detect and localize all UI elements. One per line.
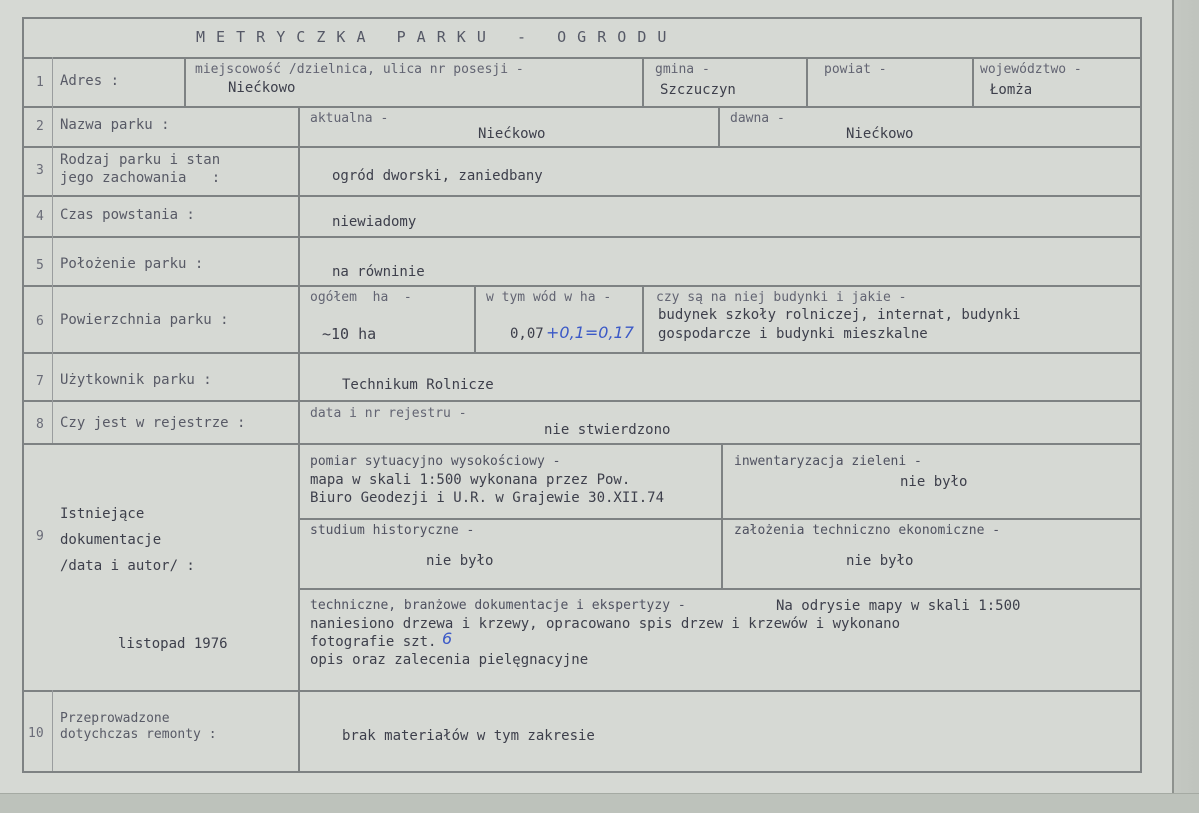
rule-row6-budynki [642,285,644,352]
inwentaryzacja-value: nie było [900,474,968,490]
row5-number: 5 [36,258,44,273]
studium-header: studium historyczne - [310,523,475,538]
zalozenia-header: założenia techniczno ekonomiczne - [734,523,1001,538]
budynki-header: czy są na niej budynki i jakie - [656,290,907,305]
rule-row1-woj [972,57,974,106]
row4-number: 4 [36,209,44,224]
rule-row8 [22,443,1142,445]
row10-label-line2: dotychczas remonty : [60,727,217,742]
dawna-header: dawna - [730,111,785,126]
rule-row4 [22,236,1142,238]
ogolem-header: ogółem ha - [310,290,412,305]
row2-number: 2 [36,119,44,134]
row9-number: 9 [36,529,44,544]
rule-label-column [298,106,300,771]
row10-number: 10 [28,726,44,741]
rule-row1-label [184,57,186,106]
tech-line2: naniesiono drzewa i krzewy, opracowano spis drzew i krzewów i wykonano [310,616,901,632]
row8-label: Czy jest w rejestrze : [60,415,246,431]
ogolem-value: ~10 ha [322,325,377,343]
studium-value: nie było [426,553,494,569]
row10-label-line1: Przeprowadzone [60,711,170,726]
aktualna-value: Niećkowo [478,126,546,142]
rule-row7 [22,400,1142,402]
tech-line3: fotografie szt. [310,634,437,650]
row2-label: Nazwa parku : [60,117,170,133]
address-value: Niećkowo [228,80,296,96]
row1-label: Adres : [60,73,120,89]
rule-row1 [22,106,1142,108]
row7-number: 7 [36,374,44,389]
wojewodztwo-header: województwo - [980,62,1082,77]
pomiar-header: pomiar sytuacyjno wysokościowy - [310,454,561,469]
row9-label-line3: /data i autor/ : [60,558,195,574]
budynki-line1: budynek szkoły rolniczej, internat, budynki [658,307,1021,323]
num-column-rule-10 [52,690,53,771]
wojewodztwo-value: Łomża [990,82,1033,98]
inwentaryzacja-header: inwentaryzacja zieleni - [734,454,922,469]
rule-row2 [22,146,1142,148]
row5-value: na równinie [332,264,425,280]
wod-header: w tym wód w ha - [486,290,612,305]
row5-label: Położenie parku : [60,256,204,272]
row6-number: 6 [36,314,44,329]
row4-value: niewiadomy [332,214,417,230]
tech-line4: opis oraz zalecenia pielęgnacyjne [310,652,589,668]
rule-row9 [22,690,1142,692]
sheet-edge-bottom [0,793,1199,813]
row7-label: Użytkownik parku : [60,372,212,388]
row3-number: 3 [36,163,44,178]
rule-row6-wod [474,285,476,352]
rule-row2-dawna [718,106,720,146]
dawna-value: Niećkowo [846,126,914,142]
row4-label: Czas powstania : [60,207,195,223]
tech-header: techniczne, branżowe dokumentacje i ekspertyzy - [310,598,686,613]
num-column-rule [52,57,53,443]
row3-label-line1: Rodzaj parku i stan [60,152,221,168]
row6-label: Powierzchnia parku : [60,312,229,328]
address-header: miejscowość /dzielnica, ulica nr posesji - [195,62,524,77]
rule-row5 [22,285,1142,287]
gmina-header: gmina - [655,62,710,77]
row3-value: ogród dworski, zaniedbany [332,168,543,184]
wod-handwritten: +0,1=0,17 [546,323,634,342]
budynki-line2: gospodarcze i budynki mieszkalne [658,326,928,342]
rule-row9b [300,588,1142,590]
border-bottom [22,771,1142,773]
row10-value: brak materiałów w tym zakresie [342,728,595,744]
border-top [22,17,1142,19]
row1-number: 1 [36,75,44,90]
rule-row3 [22,195,1142,197]
rejestr-header: data i nr rejestru - [310,406,467,421]
rejestr-value: nie stwierdzono [544,422,671,438]
border-right [1140,17,1142,773]
document-title: M E T R Y C Z K A P A R K U - O G R O D U [196,28,668,46]
pomiar-line1: mapa w skali 1:500 wykonana przez Pow. [310,472,631,488]
tech-line1: Na odrysie mapy w skali 1:500 [776,598,1021,614]
row9-date: listopad 1976 [118,636,228,652]
aktualna-header: aktualna - [310,111,389,126]
rule-row1-powiat [806,57,808,106]
tech-handwritten-count: 6 [442,629,453,648]
powiat-header: powiat - [824,62,887,77]
zalozenia-value: nie było [846,553,914,569]
row8-number: 8 [36,417,44,432]
pomiar-line2: Biuro Geodezji i U.R. w Grajewie 30.XII.74 [310,490,665,506]
row9-label-line2: dokumentacje [60,532,162,548]
rule-title [22,57,1142,59]
rule-row6 [22,352,1142,354]
border-left [22,17,24,773]
row3-label-line2: jego zachowania : [60,170,221,186]
rule-row9-right [721,443,723,588]
wod-value: 0,07 [510,326,544,342]
sheet-edge-right [1172,0,1199,812]
row7-value: Technikum Rolnicze [342,377,494,393]
rule-row1-gmina [642,57,644,106]
gmina-value: Szczuczyn [660,82,736,98]
row9-label-line1: Istniejące [60,506,145,522]
